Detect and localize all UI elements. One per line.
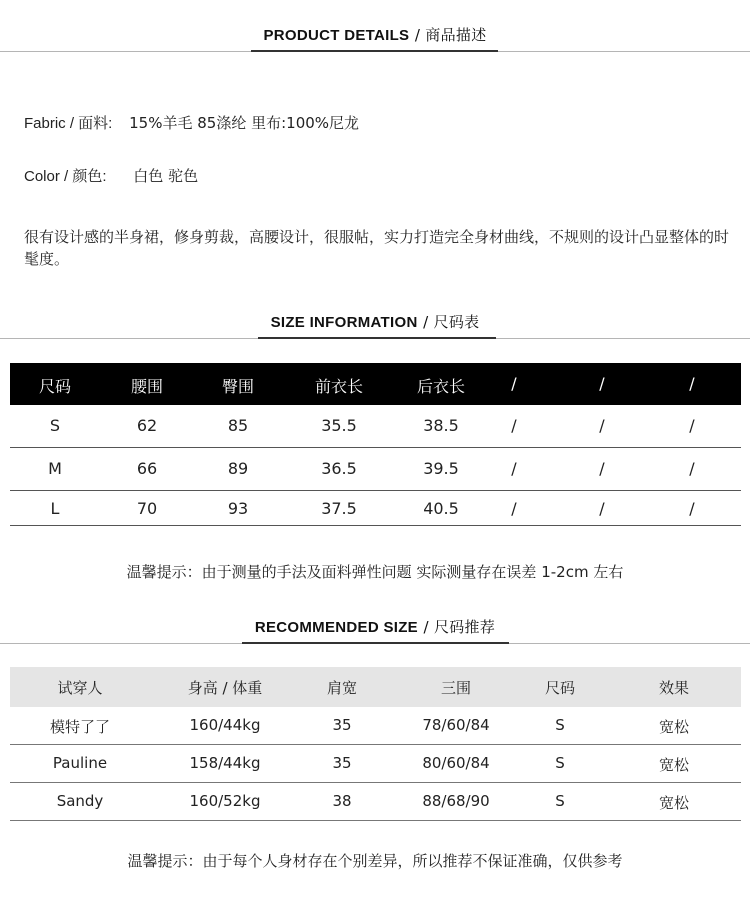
size-cell: 89 [227, 459, 249, 478]
size-header-cell: 前衣长 [314, 377, 363, 396]
color-label: Color / 颜色: [24, 168, 107, 185]
size-information-title-cn: / 尺码表 [423, 313, 480, 331]
size-cell: 62 [136, 416, 158, 435]
size-cell: 35.5 [321, 416, 357, 435]
recommend-cell: 158/44kg [189, 754, 261, 772]
title-underline [258, 337, 496, 339]
size-cell: / [511, 499, 517, 518]
size-cell: L [50, 499, 60, 518]
recommend-header-cell: 三围 [440, 679, 471, 697]
size-header-cell: / [689, 374, 695, 393]
size-header-cell: 臀围 [221, 377, 254, 396]
recommend-cell: Sandy [56, 792, 104, 810]
product-details-title-en: PRODUCT DETAILS [263, 27, 410, 44]
size-table-row [10, 448, 741, 491]
recommend-cell: 80/60/84 [422, 754, 490, 772]
recommend-cell: S [555, 716, 565, 734]
size-cell: / [689, 499, 695, 518]
recommend-note: 温馨提示：由于每个人身材存在个别差异，所以推荐不保证准确，仅供参考 [127, 852, 623, 870]
size-information-title [0, 311, 750, 332]
recommend-table-row [10, 783, 741, 821]
recommend-cell: 88/68/90 [422, 792, 490, 810]
recommend-cell: 38 [332, 792, 352, 810]
recommend-header-cell: 效果 [658, 679, 689, 697]
size-cell: 85 [227, 416, 249, 435]
title-underline [251, 50, 498, 52]
size-cell: / [511, 416, 517, 435]
recommend-cell: 宽松 [658, 718, 689, 736]
recommend-table-row [10, 745, 741, 783]
recommend-header-cell: 肩宽 [326, 679, 357, 697]
size-cell: 66 [136, 459, 158, 478]
recommend-cell: 宽松 [658, 756, 689, 774]
size-cell: 40.5 [423, 499, 459, 518]
fabric-value: 15%羊毛 85涤纶 里布:100%尼龙 [129, 114, 360, 132]
size-cell: / [689, 459, 695, 478]
recommend-cell: 模特了了 [49, 718, 110, 736]
size-cell: / [599, 459, 605, 478]
size-cell: / [689, 416, 695, 435]
size-cell: 37.5 [321, 499, 357, 518]
size-cell: 38.5 [423, 416, 459, 435]
size-cell: / [511, 459, 517, 478]
product-description: 很有设计感的半身裙，修身剪裁，高腰设计，很服帖，实力打造完全身材曲线，不规则的设计凸显整体的时髦度。 [24, 228, 730, 268]
recommend-cell: 35 [332, 754, 352, 772]
color-line [24, 165, 198, 186]
size-header-cell: / [511, 374, 517, 393]
recommended-size-title [0, 616, 750, 637]
size-header-cell: 腰围 [130, 377, 163, 396]
recommend-cell: S [555, 792, 565, 810]
size-cell: 39.5 [423, 459, 459, 478]
recommend-cell: 160/52kg [189, 792, 261, 810]
recommended-size-title-cn: / 尺码推荐 [423, 618, 496, 636]
recommend-table-row [10, 707, 741, 745]
size-cell: 93 [227, 499, 249, 518]
size-cell: S [49, 416, 61, 435]
size-cell: 36.5 [321, 459, 357, 478]
size-cell: M [48, 459, 62, 478]
size-cell: / [599, 499, 605, 518]
fabric-label: Fabric / 面料: [24, 115, 113, 132]
recommend-cell: 35 [332, 716, 352, 734]
recommend-header-cell: 试穿人 [57, 679, 103, 697]
recommend-cell: 160/44kg [189, 716, 261, 734]
recommend-cell: 78/60/84 [422, 716, 490, 734]
recommended-size-title-en: RECOMMENDED SIZE [254, 619, 418, 636]
size-table-row [10, 490, 741, 526]
recommend-table-header [10, 667, 741, 707]
size-table-row [10, 405, 741, 448]
size-table-header [10, 363, 741, 405]
product-details-title [0, 24, 750, 45]
size-cell: / [599, 416, 605, 435]
recommend-header-cell: 身高 / 体重 [187, 679, 263, 697]
title-underline [242, 642, 509, 644]
recommend-cell: 宽松 [658, 794, 689, 812]
size-cell: 70 [136, 499, 158, 518]
size-note: 温馨提示：由于测量的手法及面料弹性问题 实际测量存在误差 1-2cm 左右 [126, 563, 624, 581]
fabric-line [24, 112, 359, 133]
recommend-header-cell: 尺码 [544, 679, 575, 697]
product-details-title-cn: / 商品描述 [414, 26, 487, 44]
size-header-cell: 尺码 [38, 377, 71, 396]
recommend-cell: S [555, 754, 565, 772]
recommend-cell: Pauline [52, 754, 108, 772]
size-header-cell: 后衣长 [416, 377, 465, 396]
color-value: 白色 驼色 [133, 167, 199, 185]
size-information-title-en: SIZE INFORMATION [270, 314, 418, 331]
size-header-cell: / [599, 374, 605, 393]
